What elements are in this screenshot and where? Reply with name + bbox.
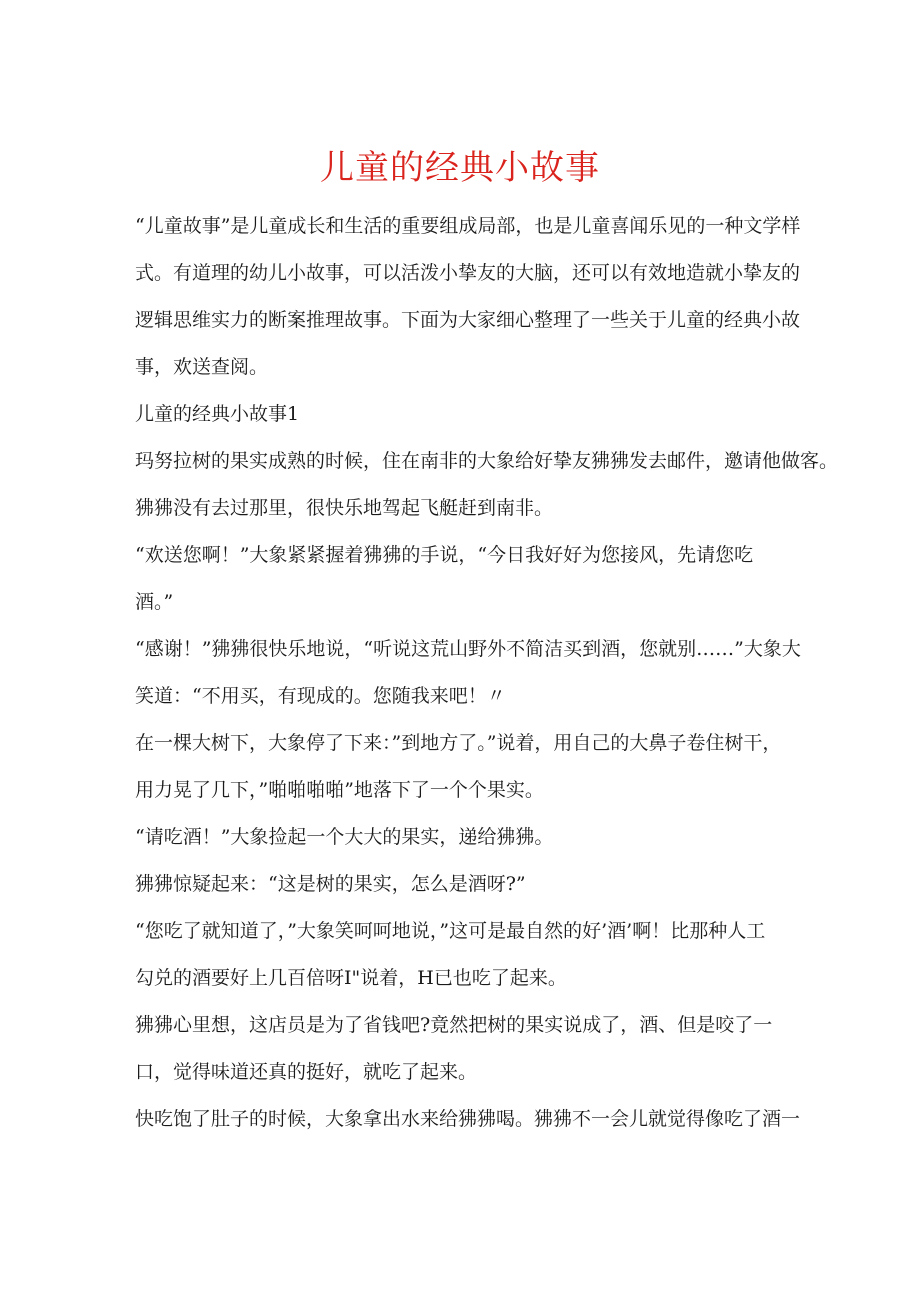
paragraph-line: 酒。” <box>135 591 174 613</box>
paragraph-line: 玛努拉树的果实成熟的时候，住在南非的大象给好挚友狒狒发去邮件，邀请他做客。 <box>135 450 839 472</box>
paragraph-line: “欢送您啊！”大象紧紧握着狒狒的手说，“今日我好好为您接风，先请您吃 <box>135 544 754 566</box>
story-heading: 儿童的经典小故事1 <box>135 403 300 425</box>
paragraph-line: 狒狒心里想，这店员是为了省钱吧?竟然把树的果实说成了，酒、但是咬了一 <box>135 1014 773 1036</box>
paragraph-line: 逻辑思维实力的断案推理故事。下面为大家细心整理了一些关于儿童的经典小故 <box>135 309 801 331</box>
paragraph-line: 狒狒没有去过那里，很快乐地驾起飞艇赶到南非。 <box>135 497 554 519</box>
paragraph-line: “请吃酒！”大象捡起一个大大的果实，递给狒狒。 <box>135 826 554 848</box>
paragraph-line: 勾兑的酒要好上几百倍呀I"说着，H已也吃了起来。 <box>135 967 567 989</box>
paragraph-line: “儿童故事”是儿童成长和生活的重要组成局部，也是儿童喜闻乐见的一种文学样 <box>135 215 801 237</box>
paragraph-line: 式。有道理的幼儿小故事，可以活泼小挚友的大脑，还可以有效地造就小挚友的 <box>135 262 801 284</box>
paragraph-line: 在一棵大树下，大象停了下来：”到地方了。”说着，用自己的大鼻子卷住树干， <box>135 732 782 754</box>
paragraph-line: “您吃了就知道了，”大象笑呵呵地说，”这可是最自然的好’酒’啊！比那种人工 <box>135 920 766 942</box>
paragraph-line: “感谢！”狒狒很快乐地说，“听说这荒山野外不简洁买到酒，您就别……”大象大 <box>135 638 801 660</box>
paragraph-line: 用力晃了几下，”啪啪啪啪”地落下了一个个果实。 <box>135 779 544 801</box>
paragraph-line: 事，欢送查阅。 <box>135 356 269 378</box>
page-title: 儿童的经典小故事 <box>320 148 600 188</box>
paragraph-line: 狒狒惊疑起来：“这是树的果实，怎么是酒呀?” <box>135 873 526 895</box>
paragraph-line: 笑道：“不用买，有现成的。您随我来吧！〃 <box>135 685 506 707</box>
paragraph-line: 口，觉得味道还真的挺好，就吃了起来。 <box>135 1061 478 1083</box>
paragraph-line: 快吃饱了肚子的时候，大象拿出水来给狒狒喝。狒狒不一会儿就觉得像吃了酒一 <box>135 1108 801 1130</box>
story-body <box>135 214 839 1154</box>
